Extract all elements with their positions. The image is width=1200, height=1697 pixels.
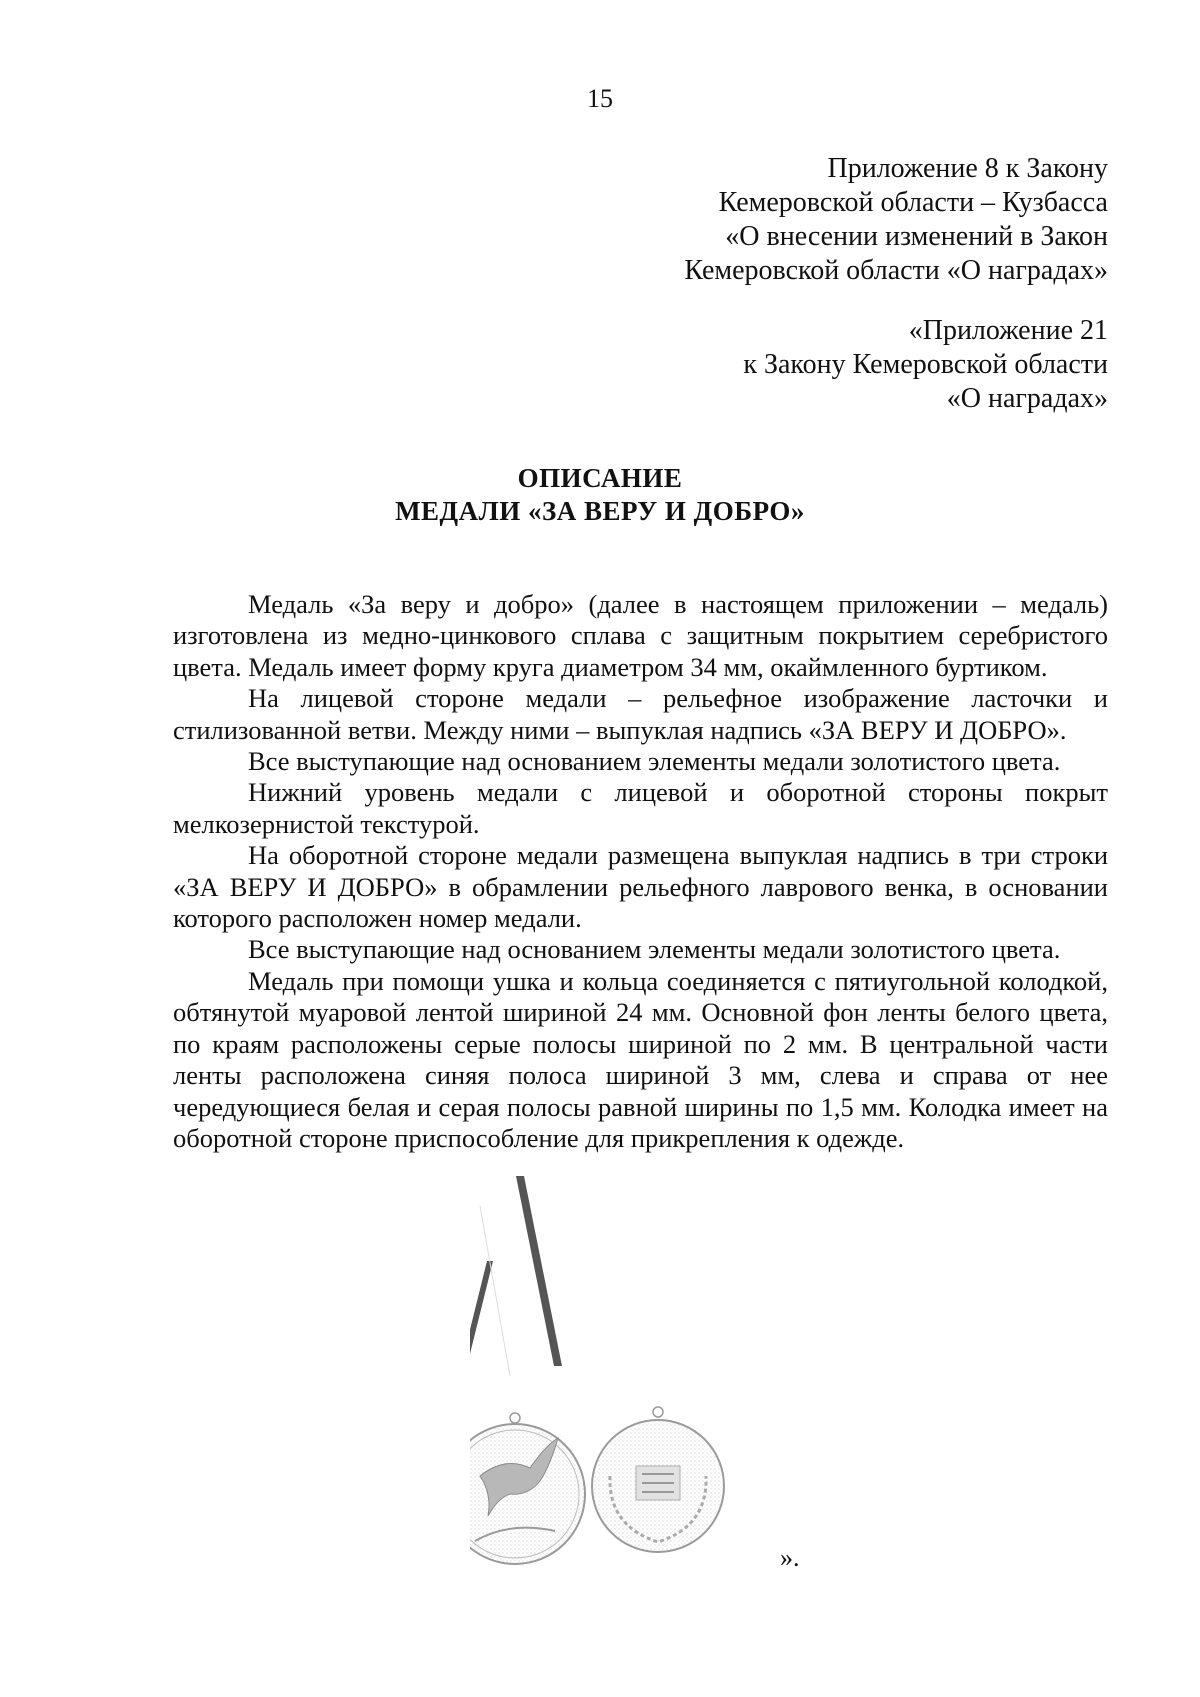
- ribbon-stripe-left: [470, 1261, 493, 1370]
- annex-subheader: [743, 314, 1108, 416]
- annex-subheader-line: «Приложение 21: [908, 315, 1108, 346]
- annex-header-line: Кемеровской области «О наградах»: [684, 255, 1108, 286]
- paragraph: Все выступающие над основанием элементы медали золотистого цвета.: [248, 934, 1061, 965]
- page-number: 15: [587, 84, 613, 113]
- title-line-2: МЕДАЛИ «ЗА ВЕРУ И ДОБРО»: [395, 496, 805, 526]
- medal-reverse: [592, 1407, 724, 1552]
- medal-ring: [653, 1407, 663, 1417]
- paragraph: Нижний уровень медали с лицевой и оборотной стороны покрыт мелкозернистой текстурой.: [173, 777, 1108, 839]
- medal-illustration: [470, 1176, 800, 1576]
- annex-subheader-line: «О наградах»: [946, 383, 1108, 414]
- ribbon-stripe-right: [516, 1176, 562, 1366]
- annex-subheader-line: к Закону Кемеровской области: [743, 349, 1108, 380]
- paragraph: Медаль при помощи ушка и кольца соединяется с пятиугольной колодкой, обтянутой муаровой лентой шириной 24 мм. Основной фон ленты белого цвета, по краям расположены серые полосы шириной по 2 мм. В центральной части ленты расположена синяя полоса шириной 3 мм, слева и справа от нее чередующиеся белая и серая полосы равной ширины по 1,5 мм. Колодка имеет на оборотной стороне приспособление для прикрепления к одежде.: [173, 965, 1108, 1153]
- description-body: [173, 589, 1108, 1154]
- annex-header-line: Приложение 8 к Закону: [827, 153, 1108, 184]
- paragraph: Все выступающие над основанием элементы медали золотистого цвета.: [248, 746, 1061, 777]
- annex-header-line: «О внесении изменений в Закон: [725, 221, 1108, 252]
- paragraph: На оборотной стороне медали размещена выпуклая надпись в три строки «ЗА ВЕРУ И ДОБРО» в обрамлении рельефного лаврового венка, в основании которого расположен номер медали.: [173, 840, 1108, 934]
- annex-header-line: Кемеровской области – Кузбасса: [718, 187, 1108, 218]
- medal-ring: [510, 1413, 520, 1423]
- paragraph: Медаль «За веру и добро» (далее в настоящем приложении – медаль) изготовлена из медно-цинкового сплава с защитным покрытием серебристого цвета. Медаль имеет форму круга диаметром 34 мм, окаймленного буртиком.: [173, 589, 1108, 682]
- ribbon: [470, 1176, 562, 1376]
- closing-quote: ».: [780, 1543, 800, 1572]
- medal-obverse-disc: [470, 1424, 585, 1564]
- annex-header: [684, 152, 1108, 288]
- medal-obverse: [470, 1413, 585, 1564]
- paragraph: На лицевой стороне медали – рельефное изображение ласточки и стилизованной ветви. Между ними – выпуклая надпись «ЗА ВЕРУ И ДОБРО».: [173, 683, 1108, 745]
- title-line-1: ОПИСАНИЕ: [517, 463, 683, 493]
- document-title: [0, 462, 1200, 528]
